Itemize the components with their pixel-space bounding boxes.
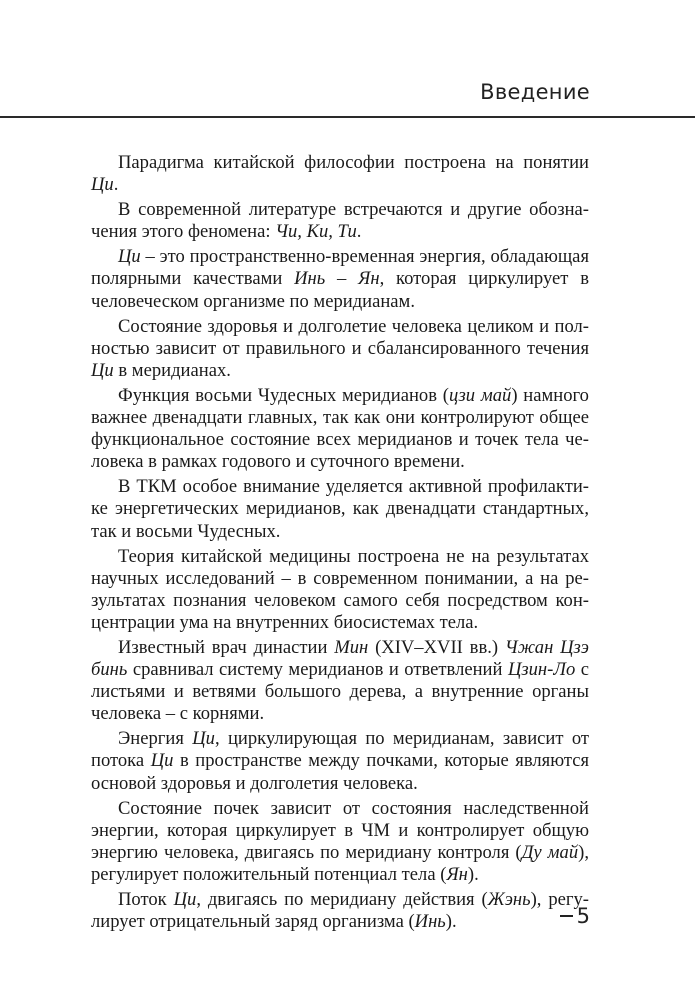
paragraph (91, 316, 589, 382)
text-run: Известный врач династии (118, 636, 335, 658)
italic-term: Чи, Ки, Ти (275, 221, 357, 243)
text-run: ). (467, 863, 479, 885)
text-run: , циркулирующая по меридианам, зависит от потока (91, 728, 589, 772)
text-run: сравнивал систему меридианов и ответвлений (127, 659, 508, 681)
paragraph (91, 385, 589, 473)
text-run: – это пространственно-временная энергия, обладающая полярными качествами (91, 246, 589, 290)
text-run: (XIV–XVII вв.) (368, 636, 505, 658)
text-run: Состояние почек зависит от состояния наследственной энергии, которая циркулирует в ЧМ и контролирует общую энергию человека, двигаясь по меридиану контроля ( (91, 797, 589, 863)
italic-term: Мин (334, 636, 369, 658)
text-run: , которая циркулирует в человеческом организме по меридианам. (91, 268, 589, 312)
text-run: Парадигма китайской философии построена на понятии (118, 152, 589, 173)
italic-term: Цзин-Ло (507, 659, 576, 681)
page-number (560, 904, 590, 928)
italic-term: цзи май (448, 384, 512, 406)
text-run: в меридианах. (113, 359, 231, 381)
paragraph (91, 798, 589, 886)
text-run: Теория китайской медицины построена не на результатах научных исследований – в современном понимании, а на результатах познания человеком самого себя посредством концентрации ума на внутренних биосистемах тела. (91, 545, 589, 633)
page-number-value: 5 (576, 904, 590, 928)
paragraph (91, 546, 589, 634)
text-run: в пространстве между почками, которые являются основой здоровья и долголетия человека. (91, 750, 589, 794)
italic-term: Ци (91, 174, 114, 196)
page-number-dash (560, 915, 573, 917)
italic-term: Ци (150, 750, 174, 772)
text-run: Функция восьми Чудесных меридианов ( (118, 384, 449, 406)
text-run: ), регулирует положительный потенциал тела ( (91, 841, 589, 885)
text-run: , двигаясь по меридиану действия ( (196, 889, 488, 910)
paragraph (91, 889, 589, 933)
paragraph (91, 199, 589, 243)
italic-term: Ци (118, 246, 141, 268)
text-run: . (113, 174, 119, 196)
text-run: . (356, 221, 362, 243)
paragraph (91, 476, 589, 542)
header-divider (0, 116, 695, 118)
paragraph (91, 728, 589, 794)
italic-term: Ци (91, 359, 114, 381)
italic-term: Инь – Ян (294, 268, 380, 290)
text-run: Состояние здоровья и долголетие человека целиком и полностью зависит от правильного и сбалансированного течения (91, 315, 589, 359)
italic-term: Чжан Цзэ бинь (91, 636, 589, 681)
paragraph (91, 152, 589, 196)
text-run: В ТКМ особое внимание уделяется активной профилактике энергетических меридианов, как двенадцати стандартных, так и восьми Чудесных. (91, 476, 589, 542)
paragraph (91, 637, 589, 725)
body-text (91, 152, 589, 936)
text-run: Поток (118, 889, 174, 910)
text-run: ) намного важнее двенадцати главных, так как они контролируют общее функциональное состояние всех меридианов и точек тела человека в рамках годового и суточного времени. (91, 384, 589, 473)
italic-term: Жэнь (487, 889, 531, 910)
italic-term: Ду май (521, 841, 579, 863)
text-run: ). (445, 911, 457, 933)
running-header-title: Введение (480, 80, 590, 104)
italic-term: Ци (173, 889, 197, 910)
text-run: с листьями и ветвями большого дерева, а внутренние органы человека – с корнями. (91, 659, 589, 725)
italic-term: Ян (446, 863, 468, 885)
italic-term: Инь (414, 911, 446, 933)
paragraph (91, 246, 589, 312)
text-run: ), регулирует отрицательный заряд организма ( (91, 889, 589, 933)
text-run: В современной литературе встречаются и другие обозначения этого феномена: (91, 199, 589, 243)
italic-term: Ци (192, 728, 215, 750)
text-run: Энергия (118, 728, 193, 750)
